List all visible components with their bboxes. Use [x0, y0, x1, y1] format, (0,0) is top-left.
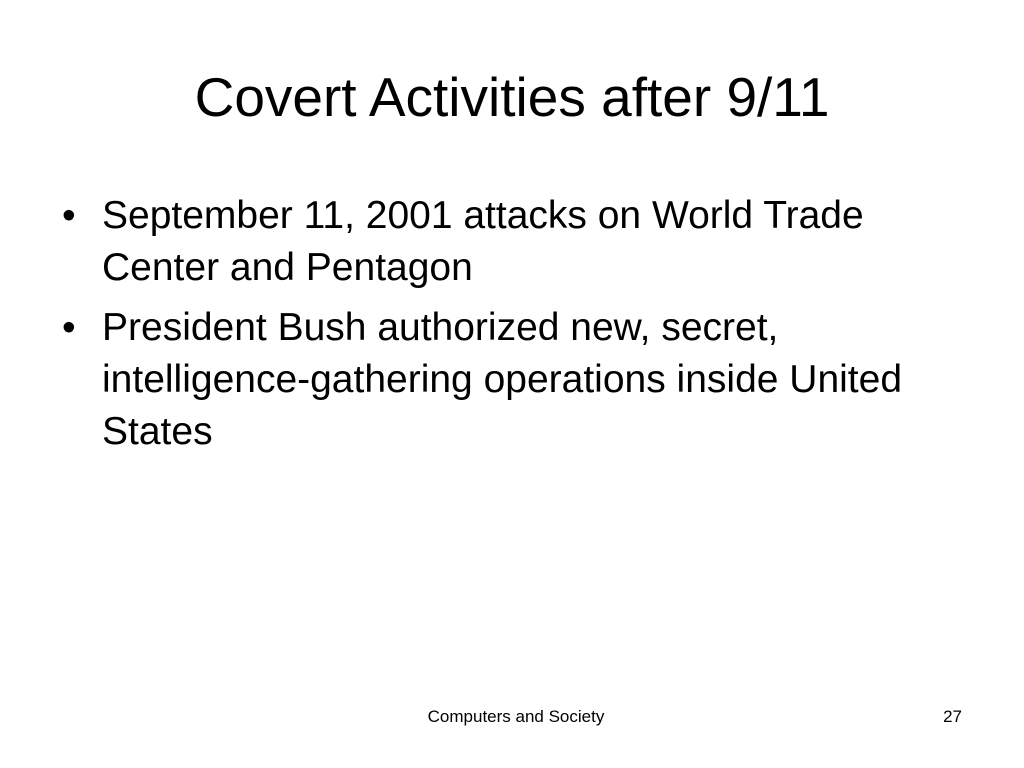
bullet-item [62, 302, 942, 458]
bullet-text: President Bush authorized new, secret, intelligence-gathering operations inside United States [102, 306, 903, 453]
bullet-marker: • [62, 194, 76, 237]
footer-text: Computers and Society [427, 707, 605, 726]
bullet-list [62, 190, 942, 466]
bullet-marker: • [62, 306, 76, 349]
bullet-text: September 11, 2001 attacks on World Trade Center and Pentagon [102, 194, 864, 289]
page-number: 27 [943, 707, 962, 726]
slide-title: Covert Activities after 9/11 [194, 66, 830, 128]
bullet-item [62, 190, 942, 294]
